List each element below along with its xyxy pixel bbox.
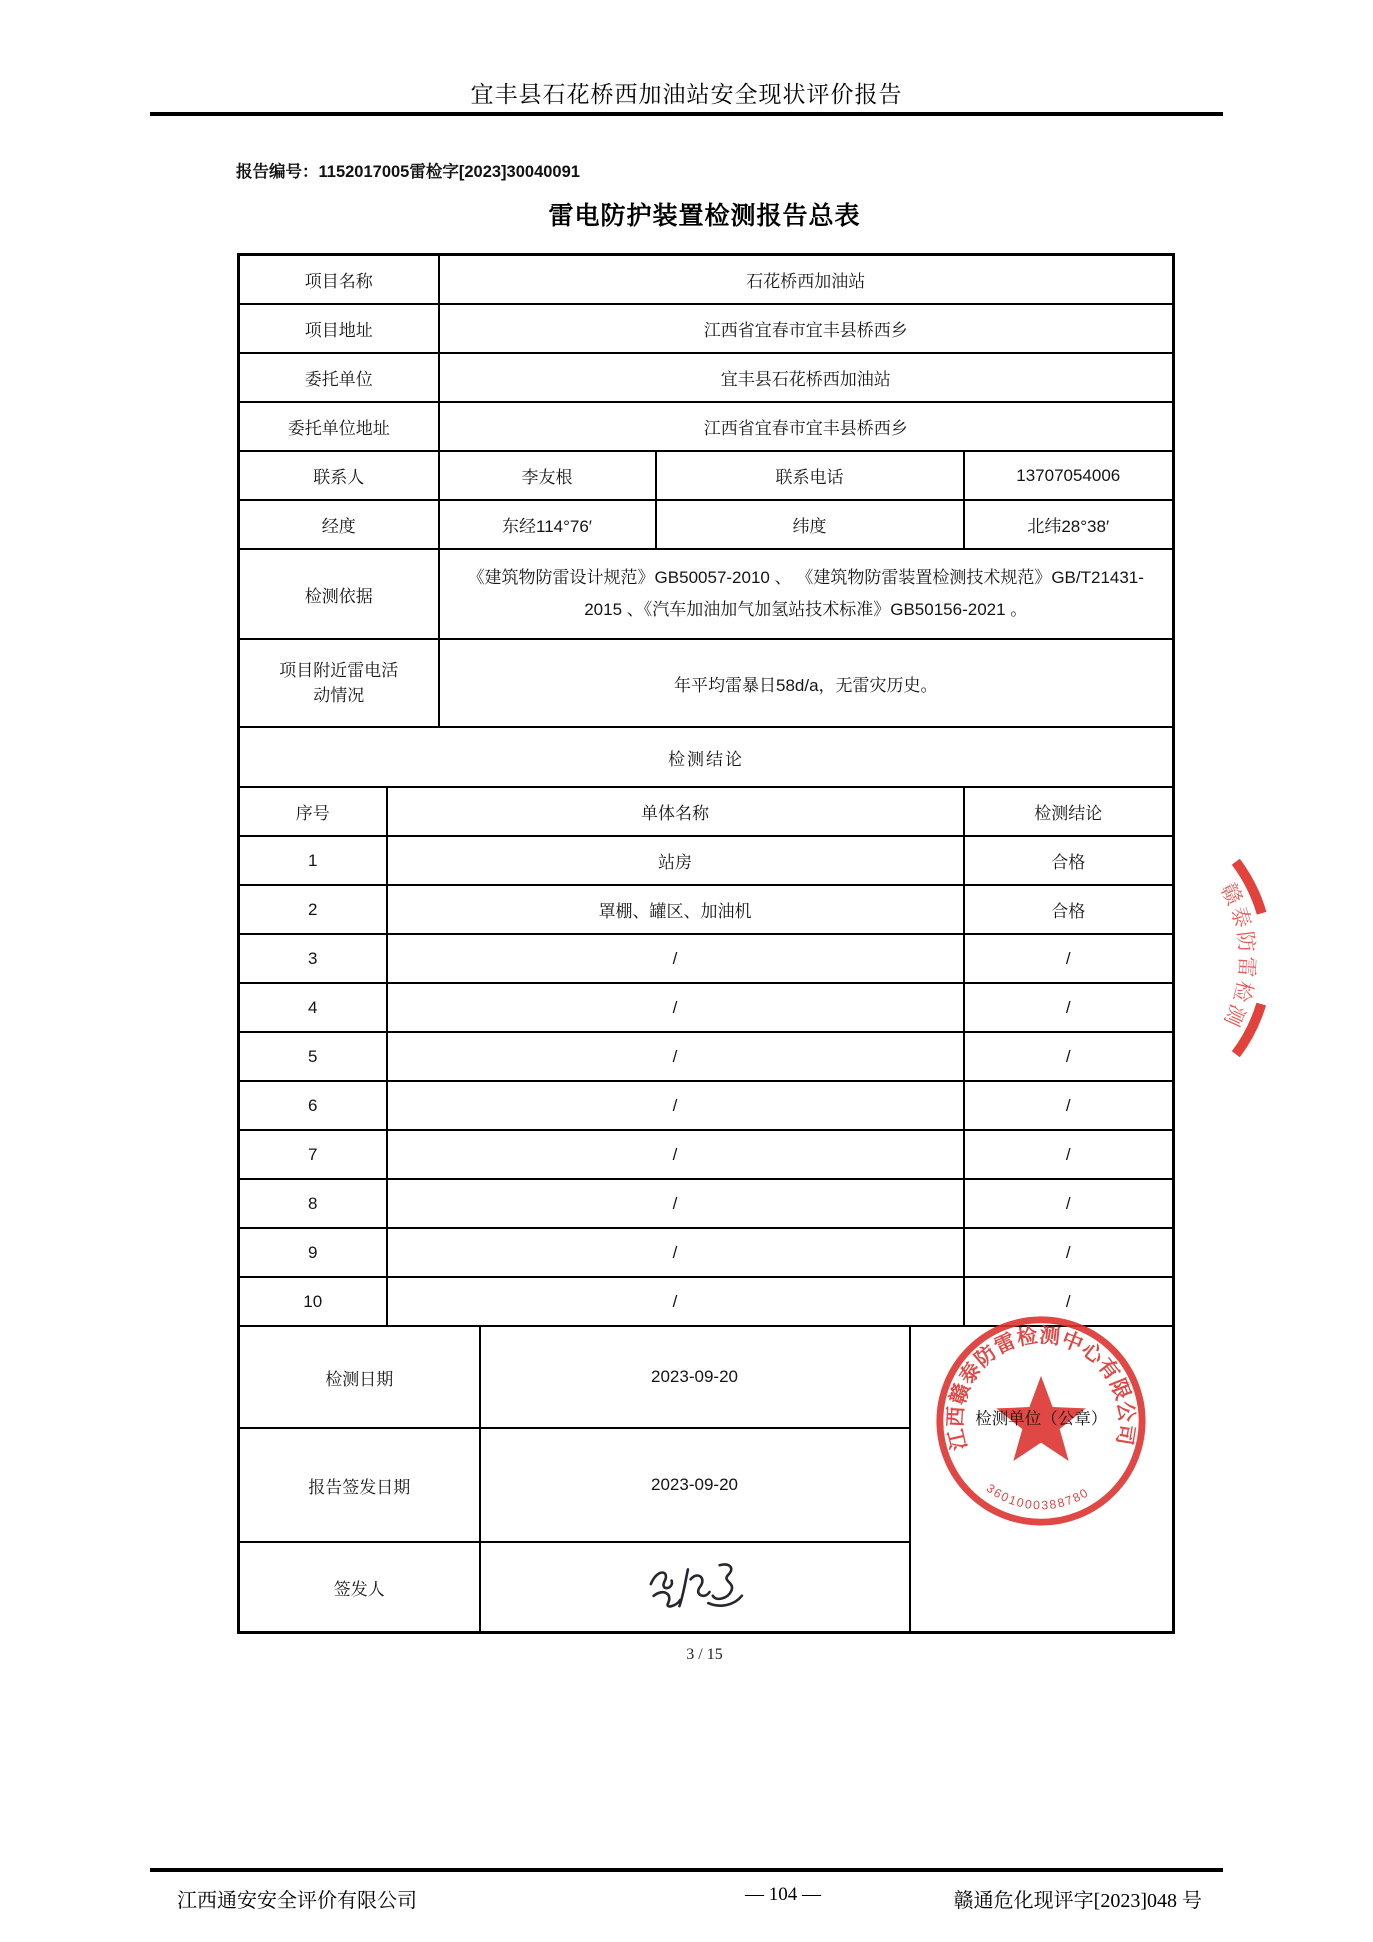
- svg-text:赣泰防雷检测: [1216, 880, 1258, 1030]
- stamp-cell-caption: 检测单位（公章）: [975, 1410, 1108, 1428]
- conclusion-section-title: 检测结论: [239, 727, 1174, 787]
- stamp-cell: [910, 1326, 1174, 1633]
- longitude-value: 东经114°76′: [439, 500, 656, 549]
- footer-rule: [150, 1868, 1223, 1872]
- conclusion-row-result: /: [964, 1179, 1174, 1228]
- conclusion-body: [239, 836, 1174, 1326]
- conclusion-row-result: /: [964, 1277, 1174, 1326]
- issue-date-label: 报告签发日期: [239, 1428, 480, 1542]
- conclusion-row: [239, 934, 1174, 983]
- contact-person-value: 李友根: [439, 451, 656, 500]
- stamp-company-text: 江西赣泰防雷检测中心有限公司: [943, 1324, 1138, 1453]
- info-label: 委托单位: [239, 353, 439, 402]
- conclusion-row: [239, 1130, 1174, 1179]
- issuer-label: 签发人: [239, 1542, 480, 1633]
- test-date-value: 2023-09-20: [480, 1326, 910, 1428]
- conclusion-row-name: /: [387, 983, 964, 1032]
- info-value: 江西省宜春市宜丰县桥西乡: [439, 402, 1174, 451]
- conclusion-row-result: /: [964, 1032, 1174, 1081]
- lightning-label: [239, 639, 439, 727]
- latitude-label: 纬度: [656, 500, 964, 549]
- conclusion-row-result: /: [964, 1081, 1174, 1130]
- info-row-client: [239, 353, 1174, 402]
- conclusion-row-no: 1: [239, 836, 387, 885]
- info-label: 委托单位地址: [239, 402, 439, 451]
- info-label: 项目地址: [239, 304, 439, 353]
- conclusion-row-no: 4: [239, 983, 387, 1032]
- conclusion-row-no: 2: [239, 885, 387, 934]
- info-value: 石花桥西加油站: [439, 255, 1174, 305]
- latitude-value: 北纬28°38′: [964, 500, 1174, 549]
- contact-row: [239, 451, 1174, 500]
- conclusion-row-no: 6: [239, 1081, 387, 1130]
- conclusion-row-result: /: [964, 1228, 1174, 1277]
- conclusion-row-name: /: [387, 1081, 964, 1130]
- basis-row: [239, 549, 1174, 639]
- conclusion-row: [239, 836, 1174, 885]
- test-date-label: 检测日期: [239, 1326, 480, 1428]
- conclusion-row: [239, 983, 1174, 1032]
- side-seal-fragment: [1183, 858, 1283, 1058]
- test-date-row: [239, 1326, 1174, 1428]
- lightning-label-text: 项目附近雷电活动情况: [279, 660, 399, 705]
- issue-date-value: 2023-09-20: [480, 1428, 910, 1542]
- contact-phone-label: 联系电话: [656, 451, 964, 500]
- basis-label: 检测依据: [239, 549, 439, 639]
- conclusion-row: [239, 885, 1174, 934]
- conclusion-row-no: 5: [239, 1032, 387, 1081]
- conclusion-row: [239, 1032, 1174, 1081]
- longitude-label: 经度: [239, 500, 439, 549]
- issuer-signature: [639, 1553, 751, 1616]
- contact-phone-value: 13707054006: [964, 451, 1174, 500]
- page-number: 3 / 15: [686, 1646, 723, 1663]
- stamp-code-text: 3601000388780: [983, 1481, 1090, 1513]
- conclusion-row: [239, 1081, 1174, 1130]
- conclusion-row-result: /: [964, 1130, 1174, 1179]
- conclusion-row: [239, 1179, 1174, 1228]
- footer-cert-number: 赣通危化现评字[2023]048 号: [953, 1890, 1202, 1912]
- col-header-name: 单体名称: [387, 787, 964, 836]
- conclusion-row-result: 合格: [964, 836, 1174, 885]
- conclusion-row-name: /: [387, 934, 964, 983]
- report-table-wrapper: [237, 253, 1175, 1634]
- coordinates-row: [239, 500, 1174, 549]
- conclusion-row-name: /: [387, 1228, 964, 1277]
- conclusion-row-result: /: [964, 983, 1174, 1032]
- lightning-value: 年平均雷暴日58d/a，无雷灾历史。: [439, 639, 1174, 727]
- conclusion-header-row: [239, 787, 1174, 836]
- svg-text:3601000388780: [983, 1481, 1090, 1512]
- conclusion-row-name: /: [387, 1032, 964, 1081]
- conclusion-row-name: /: [387, 1179, 964, 1228]
- conclusion-row-no: 3: [239, 934, 387, 983]
- conclusion-section-row: [239, 727, 1174, 787]
- conclusion-row-no: 10: [239, 1277, 387, 1326]
- col-header-no: 序号: [239, 787, 387, 836]
- conclusion-row-result: 合格: [964, 885, 1174, 934]
- contact-person-label: 联系人: [239, 451, 439, 500]
- info-row-client-address: [239, 402, 1174, 451]
- info-label: 项目名称: [239, 255, 439, 305]
- conclusion-row-result: /: [964, 934, 1174, 983]
- conclusion-row-no: 7: [239, 1130, 387, 1179]
- conclusion-row-name: 站房: [387, 836, 964, 885]
- issuer-value: [480, 1542, 910, 1633]
- footer-page-index: — 104 —: [745, 1884, 821, 1905]
- info-row-project-name: [239, 255, 1174, 305]
- report-number: 报告编号：1152017005雷检字[2023]30040091: [236, 163, 580, 181]
- footer-company: 江西通安安全评价有限公司: [177, 1890, 417, 1912]
- lightning-activity-row: [239, 639, 1174, 727]
- conclusion-row-name: /: [387, 1130, 964, 1179]
- conclusion-row: [239, 1228, 1174, 1277]
- col-header-result: 检测结论: [964, 787, 1174, 836]
- info-value: 江西省宜春市宜丰县桥西乡: [439, 304, 1174, 353]
- report-table: [237, 253, 1175, 1634]
- conclusion-row-no: 8: [239, 1179, 387, 1228]
- conclusion-row-no: 9: [239, 1228, 387, 1277]
- basis-value: 《建筑物防雷设计规范》GB50057-2010 、 《建筑物防雷装置检测技术规范》GB/T21431-2015 、《汽车加油加气加氢站技术标准》GB50156-2021 。: [439, 549, 1174, 639]
- info-row-project-address: [239, 304, 1174, 353]
- page-header-title: 宜丰县石花桥西加油站安全现状评价报告: [470, 82, 903, 107]
- side-seal-text: 赣泰防雷检测: [1215, 879, 1259, 1030]
- conclusion-row-name: /: [387, 1277, 964, 1326]
- header-rule: [150, 112, 1223, 116]
- info-value: 宜丰县石花桥西加油站: [439, 353, 1174, 402]
- conclusion-row-name: 罩棚、罐区、加油机: [387, 885, 964, 934]
- document-title: 雷电防护装置检测报告总表: [548, 202, 861, 230]
